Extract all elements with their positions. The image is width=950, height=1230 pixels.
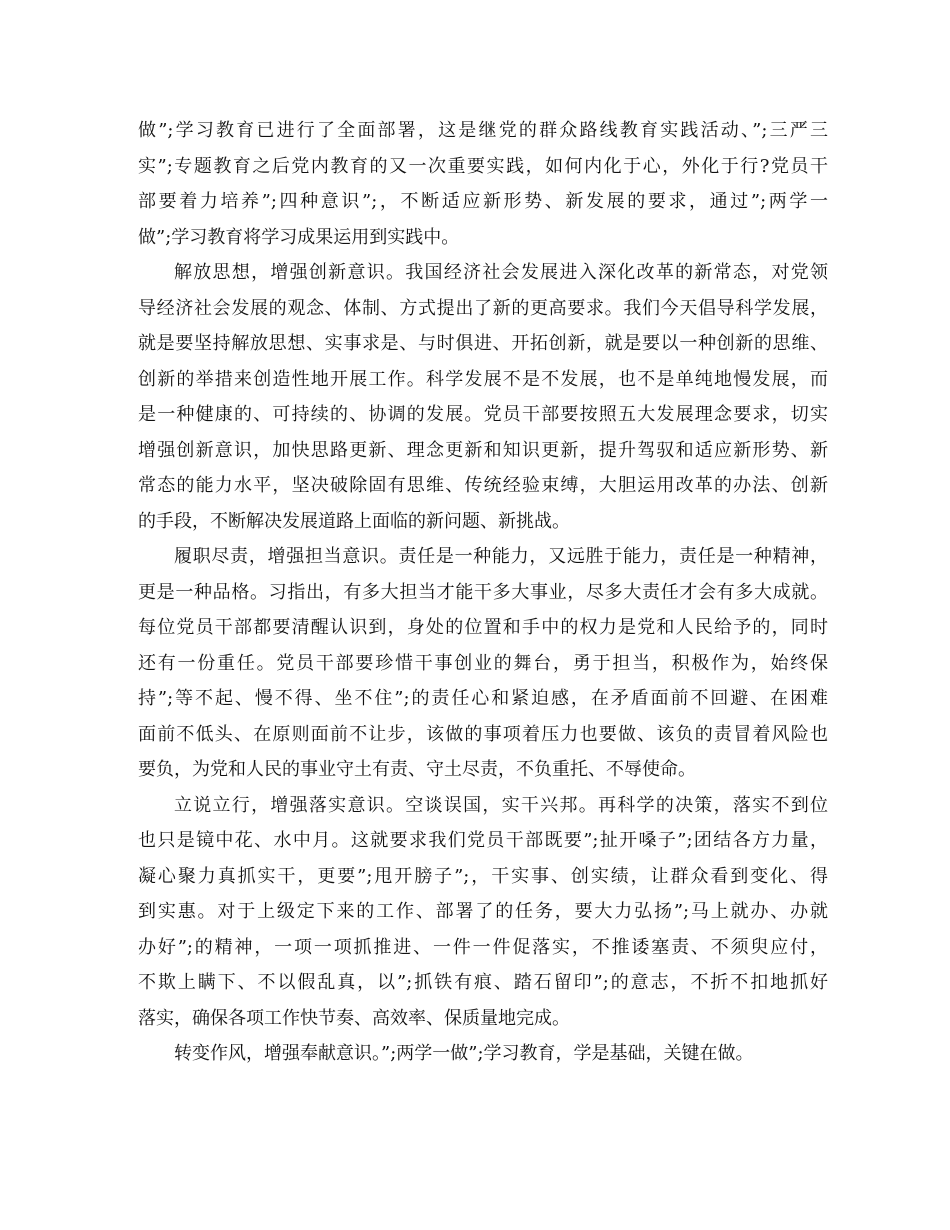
text-line: 要负，为党和人民的事业守土有责、守土尽责，不负重托、不辱使命。 xyxy=(138,759,696,780)
text-line: 常态的能力水平，坚决破除固有思维、传统经验束缚，大胆运用改革的办法、创新 xyxy=(138,475,828,496)
text-line: 解放思想，增强创新意识。我国经济社会发展进入深化改革的新常态，对党领 xyxy=(174,262,828,283)
text-line: 实”;专题教育之后党内教育的又一次重要实践，如何内化于心，外化于行?党员干 xyxy=(138,155,828,177)
text-line: 不欺上瞒下、不以假乱真，以”;抓铁有痕、踏石留印”;的意志，不折不扣地抓好 xyxy=(138,972,828,993)
text-line: 导经济社会发展的观念、体制、方式提出了新的更高要求。我们今天倡导科学发展， xyxy=(138,297,828,319)
text-line: 每位党员干部都要清醒认识到，身处的位置和手中的权力是党和人民给予的，同时 xyxy=(138,617,828,638)
text-line: 做”;学习教育已进行了全面部署，这是继党的群众路线教育实践活动、”;三严三 xyxy=(138,120,828,141)
paragraph-4 xyxy=(138,788,828,1037)
text-line: 是一种健康的、可持续的、协调的发展。党员干部要按照五大发展理念要求，切实 xyxy=(138,404,828,425)
text-line: 做”;学习教育将学习成果运用到实践中。 xyxy=(138,226,460,248)
text-line: 凝心聚力真抓实干，更要”;甩开膀子”;，干实事、创实绩，让群众看到变化、得 xyxy=(138,865,828,887)
paragraph-5 xyxy=(138,1036,828,1072)
text-line: 转变作风，增强奉献意识。”;两学一做”;学习教育，学是基础，关键在做。 xyxy=(174,1043,754,1064)
text-line: 到实惠。对于上级定下来的工作、部署了的任务，要大力弘扬”;马上就办、办就 xyxy=(138,901,828,922)
text-line: 部要着力培养”;四种意识”;，不断适应新形势、新发展的要求，通过”;两学一 xyxy=(138,191,828,212)
text-line: 办好”;的精神，一项一项抓推进、一件一件促落实，不推诿塞责、不须臾应付， xyxy=(138,936,828,958)
text-line: 履职尽责，增强担当意识。责任是一种能力，又远胜于能力，责任是一种精神， xyxy=(174,546,828,567)
text-line: 增强创新意识，加快思路更新、理念更新和知识更新，提升驾驭和适应新形势、新 xyxy=(138,439,828,461)
text-line: 持”;等不起、慢不得、坐不住”;的责任心和紧迫感，在矛盾面前不回避、在困难 xyxy=(138,688,828,709)
text-line: 也只是镜中花、水中月。这就要求我们党员干部既要”;扯开嗓子”;团结各方力量， xyxy=(138,830,828,851)
paragraph-3 xyxy=(138,539,828,788)
paragraph-2 xyxy=(138,255,828,539)
text-line: 面前不低头、在原则面前不让步，该做的事项着压力也要做、该负的责冒着风险也 xyxy=(138,723,828,745)
text-line: 更是一种品格。习指出，有多大担当才能干多大事业，尽多大责任才会有多大成就。 xyxy=(138,581,828,603)
paragraph-1 xyxy=(138,113,828,255)
text-line: 立说立行，增强落实意识。空谈误国，实干兴邦。再科学的决策，落实不到位 xyxy=(174,794,828,816)
text-line: 落实，确保各项工作快节奏、高效率、保质量地完成。 xyxy=(138,1007,570,1029)
text-line: 就是要坚持解放思想、实事求是、与时俱进、开拓创新，就是要以一种创新的思维、 xyxy=(138,333,828,354)
text-line: 创新的举措来创造性地开展工作。科学发展不是不发展，也不是单纯地慢发展，而 xyxy=(138,368,828,390)
text-line: 的手段，不断解决发展道路上面临的新问题、新挑战。 xyxy=(138,510,570,532)
document-body xyxy=(138,113,828,1072)
text-line: 还有一份重任。党员干部要珍惜干事创业的舞台，勇于担当，积极作为，始终保 xyxy=(138,652,828,674)
